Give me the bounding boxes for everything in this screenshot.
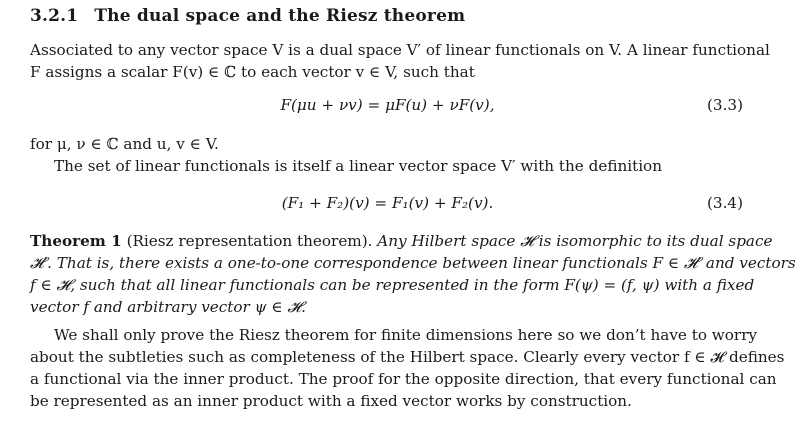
proof-line-1: We shall only prove the Riesz theorem for finite dimensions here so we don’t have to worry	[54, 326, 758, 344]
theorem-head: Theorem 1	[30, 232, 122, 250]
proof-line-3: a functional via the inner product. The proof for the opposite direction, that every functional can	[30, 370, 777, 388]
proof-line-2: about the subtleties such as completeness of the Hilbert space. Clearly every vector f ∈ 𝓗 defines	[30, 348, 785, 366]
theorem-line-1-rest: Any Hilbert space 𝓗 is isomorphic to its dual space	[377, 232, 773, 250]
equation-3-3-body: F(μu + νv) = μF(u) + νF(v),	[280, 96, 495, 114]
intro-line-1: Associated to any vector space V is a dual space V′ of linear functionals on V. A linear functional	[30, 41, 770, 59]
theorem-line-1	[30, 230, 773, 252]
theorem-line-3: f ∈ 𝓗, such that all linear functionals can be represented in the form F(ψ) = (f, ψ) with a fixed	[30, 276, 755, 294]
equation-3-4-body: (F₁ + F₂)(v) = F₁(v) + F₂(v).	[281, 194, 494, 212]
proof-line-4: be represented as an inner product with a fixed vector works by construction.	[30, 392, 632, 410]
theorem-line-4: vector f and arbitrary vector ψ ∈ 𝓗.	[30, 298, 306, 316]
equation-3-4	[30, 194, 745, 218]
theorem-name: (Riesz representation theorem).	[126, 232, 373, 250]
section-title: The dual space and the Riesz theorem	[94, 6, 466, 26]
definition-line-1: for μ, ν ∈ ℂ and u, v ∈ V.	[30, 135, 219, 153]
section-heading	[30, 6, 465, 26]
intro-paragraph	[30, 39, 770, 83]
theorem-block	[30, 230, 796, 318]
equation-3-3	[30, 96, 745, 120]
equation-3-3-label: (3.3)	[706, 96, 743, 114]
equation-3-4-label: (3.4)	[706, 194, 743, 212]
proof-paragraph	[30, 324, 785, 412]
intro-line-2: F assigns a scalar F(v) ∈ ℂ to each vector v ∈ V, such that	[30, 63, 475, 81]
definition-line-2: The set of linear functionals is itself a linear vector space V′ with the definition	[54, 157, 662, 175]
theorem-line-2: 𝓗′. That is, there exists a one-to-one correspondence between linear functionals F ∈ 𝓗′ and vectors	[30, 254, 796, 272]
section-number: 3.2.1	[30, 6, 79, 26]
definition-paragraph	[30, 133, 745, 177]
